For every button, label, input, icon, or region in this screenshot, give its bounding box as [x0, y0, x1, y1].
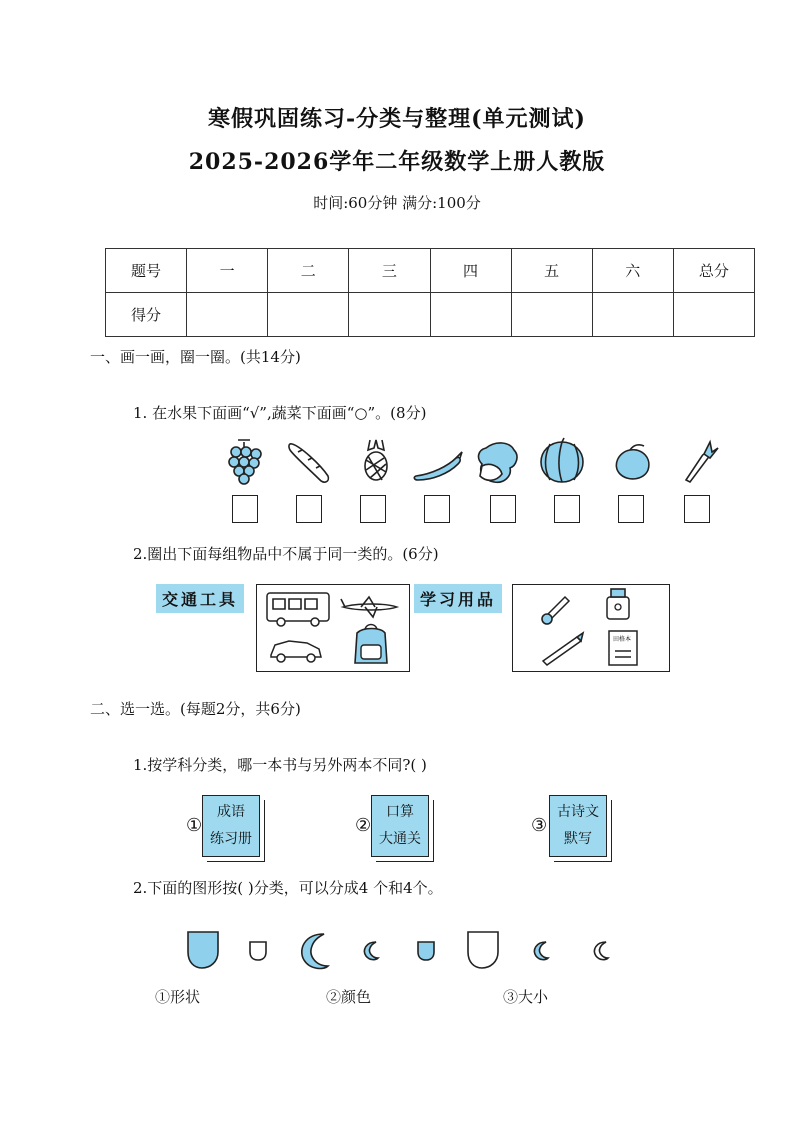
section-2-heading: 二、选一选。(每题2分，共6分) — [90, 700, 301, 718]
large-drop-shape — [468, 932, 498, 968]
question-1-2: 2.圈出下面每组物品中不属于同一类的。(6分) — [133, 545, 439, 563]
score-input-cell[interactable] — [592, 293, 673, 337]
table-cell: 二 — [268, 249, 349, 293]
shapes-row — [180, 928, 620, 972]
book-title-line: 大通关 — [379, 831, 421, 847]
answer-box[interactable] — [424, 495, 450, 523]
table-cell: 四 — [430, 249, 511, 293]
book-mental-math[interactable] — [371, 795, 429, 857]
table-cell: 题号 — [106, 249, 187, 293]
book-title-line: 口算 — [386, 804, 414, 820]
book-title-line: 练习册 — [210, 831, 252, 847]
large-drop-shape — [188, 932, 218, 968]
score-input-cell[interactable] — [187, 293, 268, 337]
transport-items — [257, 585, 409, 671]
option-shape[interactable]: ①形状 — [155, 988, 201, 1006]
book-option-number[interactable]: ① — [186, 815, 203, 836]
score-input-cell[interactable] — [268, 293, 349, 337]
small-crescent-shape — [364, 942, 378, 960]
question-1-1: 1. 在水果下面画“√”,蔬菜下面画“○”。(8分) — [133, 404, 427, 422]
answer-box[interactable] — [554, 495, 580, 523]
answer-box[interactable] — [296, 495, 322, 523]
group-label-school-supplies: 学习用品 — [414, 584, 502, 613]
answer-box[interactable] — [360, 495, 386, 523]
page-subtitle: 2025-2026学年二年级数学上册人教版 — [188, 149, 606, 175]
small-drop-shape — [250, 942, 266, 960]
notebook-icon — [609, 631, 637, 665]
section-1-heading: 一、画一画，圈一圈。(共14分) — [90, 348, 301, 366]
score-input-cell[interactable] — [673, 293, 754, 337]
answer-box[interactable] — [232, 495, 258, 523]
pineapple-icon — [365, 440, 387, 480]
question-2-2: 2.下面的图形按( )分类，可以分成4 个和4个。 — [133, 879, 443, 897]
score-table-score-row — [106, 293, 755, 337]
cabbage-icon — [479, 443, 517, 482]
transport-panel[interactable] — [256, 584, 410, 672]
book-option-number[interactable]: ③ — [531, 815, 548, 836]
school-supplies-items — [513, 585, 669, 671]
small-crescent-shape — [534, 942, 548, 960]
table-cell: 三 — [349, 249, 430, 293]
question-2-1: 1.按学科分类，哪一本书与另外两本不同?( ) — [133, 756, 427, 774]
book-idiom-workbook[interactable] — [202, 795, 260, 857]
bus-icon — [267, 593, 329, 626]
table-cell: 一 — [187, 249, 268, 293]
small-drop-shape — [418, 942, 434, 960]
airplane-icon — [341, 597, 397, 617]
exam-meta: 时间:60分钟 满分:100分 — [313, 194, 481, 212]
small-crescent-shape — [594, 942, 608, 960]
score-input-cell[interactable] — [511, 293, 592, 337]
table-cell: 六 — [592, 249, 673, 293]
pencil-sharpener-icon — [607, 589, 629, 619]
backpack-icon — [355, 625, 387, 664]
answer-box[interactable] — [684, 495, 710, 523]
book-title-line: 成语 — [217, 804, 245, 820]
book-option-number[interactable]: ② — [355, 815, 372, 836]
cucumber-icon — [289, 444, 328, 482]
large-crescent-shape — [302, 934, 328, 968]
chili-pepper-icon — [414, 452, 462, 480]
book-title-line: 古诗文 — [557, 804, 599, 820]
score-table-header-row — [106, 249, 755, 293]
option-size[interactable]: ③大小 — [503, 988, 549, 1006]
score-input-cell[interactable] — [349, 293, 430, 337]
score-table — [105, 248, 755, 337]
produce-icons-row — [220, 436, 730, 486]
option-color[interactable]: ②颜色 — [326, 988, 372, 1006]
notebook-label: 田格本 — [613, 636, 632, 643]
score-input-cell[interactable] — [430, 293, 511, 337]
watermelon-icon — [541, 438, 583, 482]
table-cell: 五 — [511, 249, 592, 293]
carrot-icon — [686, 442, 718, 482]
table-cell: 得分 — [106, 293, 187, 337]
car-icon — [271, 641, 321, 662]
answer-box[interactable] — [490, 495, 516, 523]
school-supplies-panel[interactable] — [512, 584, 670, 672]
nail-clipper-icon — [542, 597, 569, 624]
group-label-transport: 交通工具 — [156, 584, 244, 613]
answer-box[interactable] — [618, 495, 644, 523]
grapes-icon — [229, 440, 261, 484]
pencil-icon — [543, 633, 583, 665]
book-ancient-poetry[interactable] — [549, 795, 607, 857]
table-cell: 总分 — [673, 249, 754, 293]
peach-icon — [616, 445, 649, 479]
book-title-line: 默写 — [564, 831, 592, 847]
page-title: 寒假巩固练习-分类与整理(单元测试) — [208, 106, 586, 132]
